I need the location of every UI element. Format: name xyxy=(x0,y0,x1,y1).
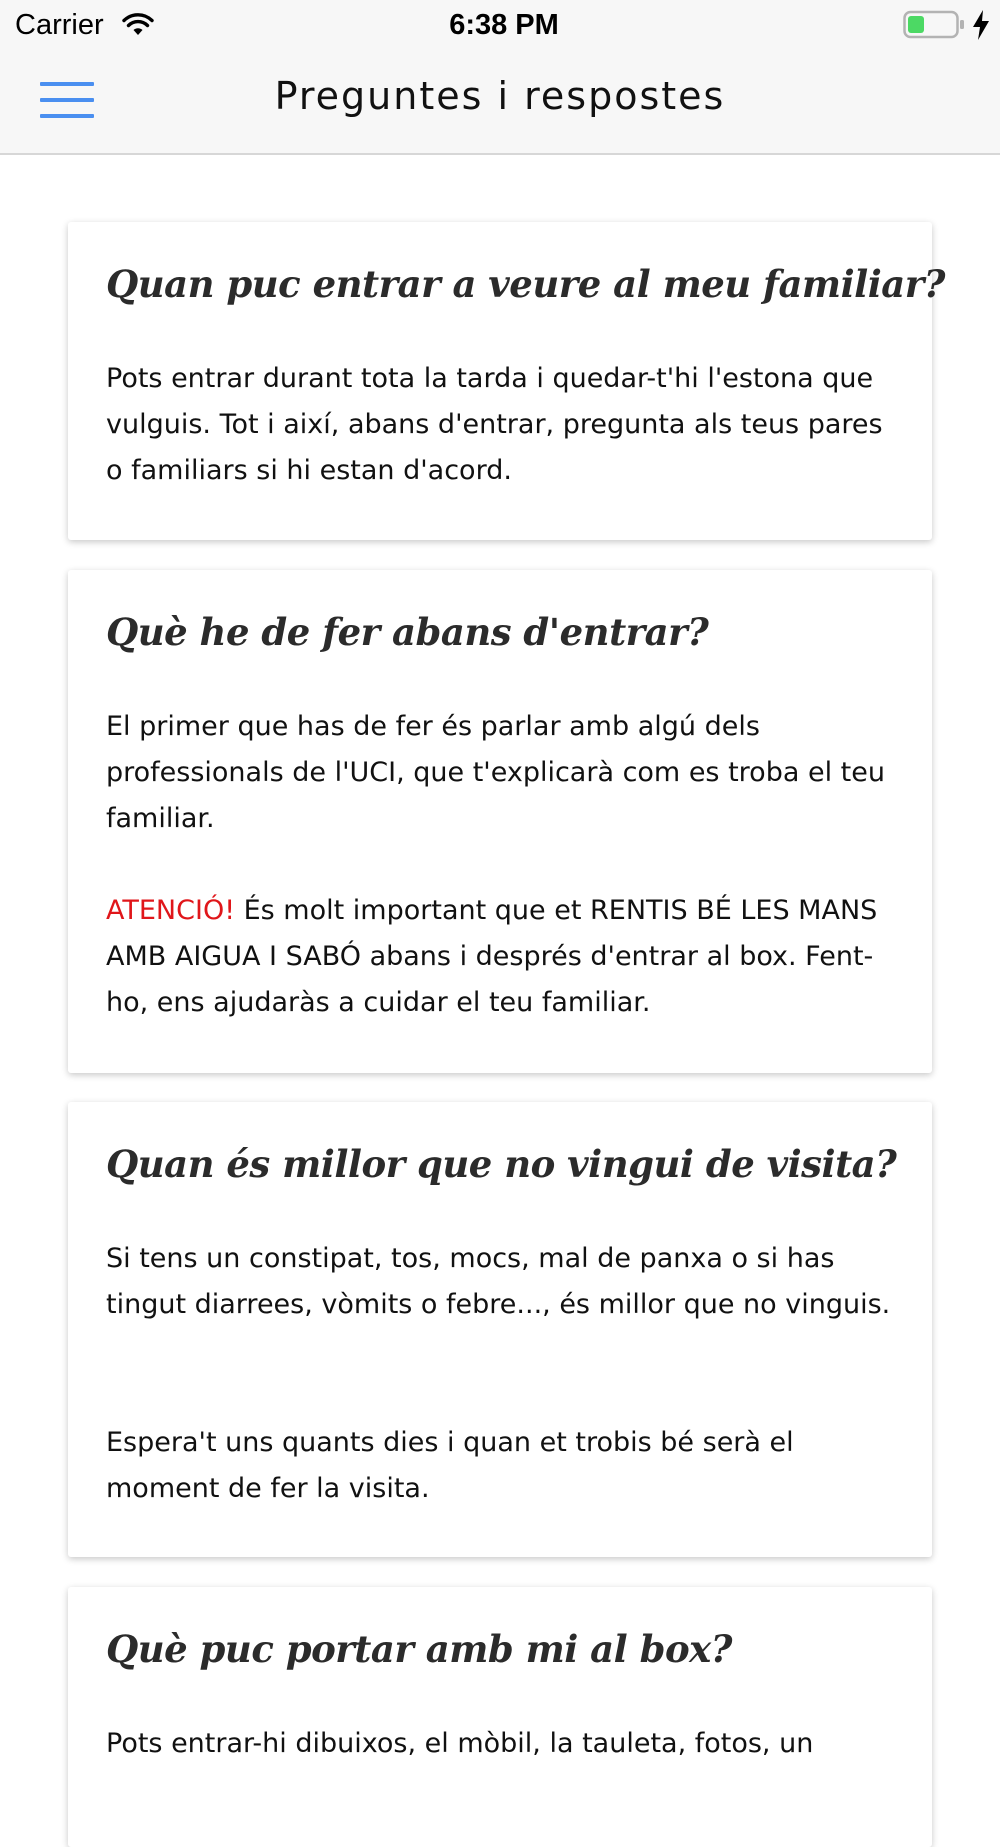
alert-label: ATENCIÓ! xyxy=(106,895,236,926)
faq-answer: Si tens un constipat, tos, mocs, mal de panxa o si has tingut diarrees, vòmits o febre..., és millor que no vinguis. xyxy=(106,1243,891,1320)
faq-card xyxy=(68,1102,932,1557)
faq-answer: El primer que has de fer és parlar amb algú dels professionals de l'UCI, que t'explicarà com es troba el teu familiar. xyxy=(106,711,885,834)
faq-question: Quan puc entrar a veure al meu familiar? xyxy=(106,262,945,306)
faq-card xyxy=(68,570,932,1073)
status-bar xyxy=(0,0,1000,50)
faq-answer: Pots entrar-hi dibuixos, el mòbil, la tauleta, fotos, un xyxy=(106,1728,814,1759)
charging-bolt-icon xyxy=(971,9,991,41)
carrier-label: Carrier xyxy=(15,9,104,41)
faq-question: Quan és millor que no vingui de visita? xyxy=(106,1142,897,1186)
warning-text: És molt important que et RENTIS BÉ LES MANS AMB AIGUA I SABÓ abans i després d'entrar al box. Fent-ho, ens ajudaràs a cuidar el teu familiar. xyxy=(106,895,878,1018)
faq-question: Què he de fer abans d'entrar? xyxy=(106,610,709,654)
faq-answer: Pots entrar durant tota la tarda i quedar-t'hi l'estona que vulguis. Tot i així, abans d'entrar, pregunta als teus pares o familiars si hi estan d'acord. xyxy=(106,363,883,486)
status-time: 6:38 PM xyxy=(449,9,559,41)
page-title: Preguntes i respostes xyxy=(274,74,726,118)
navigation-bar xyxy=(0,50,1000,155)
faq-answer: Espera't uns quants dies i quan et trobis bé serà el moment de fer la visita. xyxy=(106,1427,794,1504)
faq-card xyxy=(68,222,945,540)
faq-question: Què puc portar amb mi al box? xyxy=(106,1627,732,1671)
battery-icon xyxy=(903,10,965,40)
faq-card xyxy=(68,1587,932,1847)
faq-answer-warning xyxy=(106,888,906,1026)
